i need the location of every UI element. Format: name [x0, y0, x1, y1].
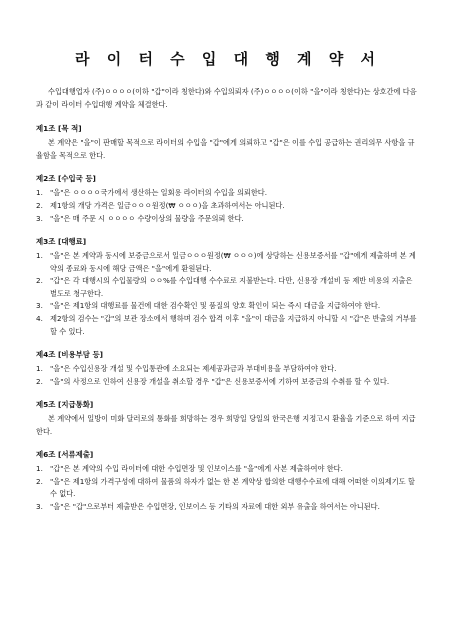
clause-number: 1.	[36, 363, 43, 373]
clause-item	[36, 275, 420, 300]
clause-item	[36, 187, 420, 200]
clause-number: 4.	[36, 313, 43, 323]
clause-list	[36, 363, 420, 388]
clause-list	[36, 463, 420, 513]
clause-text: "을"은 수입신용장 개설 및 수입통관에 소요되는 제세공과금과 부대비용을 부담하여야 한다.	[50, 363, 337, 373]
clause-number: 1.	[36, 250, 43, 260]
article-heading: 제2조 [수입국 등]	[36, 174, 96, 184]
clause-list	[36, 187, 420, 225]
clause-number: 2.	[36, 200, 43, 210]
clause-text: "갑"은 각 대행시의 수입물량의 ㅇㅇ%를 수입대행 수수료로 지불받는다. 다만, 신용장 개설비 등 제반 비용의 지출은 별도로 청구한다.	[50, 276, 413, 298]
clause-number: 2.	[36, 276, 43, 286]
clause-text: "을"의 사정으로 인하여 신용장 개설을 취소할 경우 "갑"은 신용보증서에 기하여 보증금의 수취를 할 수 있다.	[50, 376, 390, 386]
article-body: 본 계약은 "을"이 판매할 목적으로 라이터의 수입을 "갑"에게 의뢰하고 "갑"은 이를 수입 공급하는 권리의무 사항을 규율함을 목적으로 한다.	[36, 138, 415, 160]
article-4	[36, 349, 420, 388]
clause-number: 2.	[36, 476, 43, 486]
article-body: 본 계약에서 일방이 미화 달러로의 통화를 희망하는 경우 희망일 당일의 한국은행 지정고시 환율을 기준으로 하여 지급한다.	[36, 413, 416, 436]
article-2	[36, 173, 420, 225]
clause-number: 3.	[36, 501, 43, 511]
clause-item	[36, 363, 420, 376]
clause-text: "을"은 제1항의 가격구성에 대하여 물품의 하자가 없는 한 본 계약상 합의한 대행수수료에 대해 어떠한 이의제기도 할 수 없다.	[50, 476, 415, 499]
clause-item	[36, 300, 420, 313]
document-title: 라 이 터 수 입 대 행 계 약 서	[75, 50, 381, 68]
clause-number: 1.	[36, 464, 43, 473]
clause-number: 3.	[36, 301, 43, 311]
clause-number: 1.	[36, 188, 43, 198]
clause-text: "을"은 제1항의 대행료를 물건에 대한 검수확인 및 품질의 양호 확인이 되는 즉시 대금을 지급하여야 한다.	[50, 301, 381, 311]
clause-text: "을"은 본 계약과 동시에 보증금으로서 일금ㅇㅇㅇ원정(₩ ㅇㅇㅇ)에 상당하는 신용보증서를 "갑"에게 제출하며 본 계약의 종료와 동시에 해당 금액은 "을"에게 환원된다.	[50, 250, 416, 273]
article-5	[36, 399, 420, 438]
clause-number: 3.	[36, 213, 43, 223]
article-heading: 제3조 [대행료]	[36, 237, 87, 247]
intro-paragraph: 수입대행업자 (주)ㅇㅇㅇㅇ(이하 "갑"이라 칭한다)와 수입의뢰자 (주)ㅇㅇㅇㅇ(이하 "을"이라 칭한다)는 상호간에 다음과 같이 라이터 수입대행 계약을 체결한다.	[36, 87, 417, 109]
clause-item	[36, 213, 420, 226]
clause-text: "갑"은 본 계약의 수입 라이터에 대한 수입면장 및 인보이스를 "을"에게 사본 제출하여야 한다.	[50, 464, 343, 473]
clause-item	[36, 250, 420, 275]
article-heading: 제5조 [지급통화]	[36, 400, 94, 410]
clause-item	[36, 376, 420, 389]
clause-text: "을"은 매 주문 시 ㅇㅇㅇㅇ 수량이상의 물량을 주문의뢰 한다.	[50, 213, 244, 223]
clause-item	[36, 501, 420, 514]
article-3	[36, 236, 420, 338]
clause-text: 제2항의 검수는 "갑"의 보관 장소에서 행하며 검수 합격 이후 "을"이 대금을 지급하지 아니할 시 "갑"은 반출의 거부를 할 수 있다.	[50, 313, 417, 336]
clause-item	[36, 313, 420, 338]
article-1	[36, 123, 420, 162]
clause-number: 2.	[36, 376, 43, 386]
clause-text: "을"은 "갑"으로부터 제출받은 수입면장, 인보이스 등 기타의 자료에 대한 외부 유출을 하여서는 아니된다.	[50, 501, 380, 511]
article-heading: 제6조 [서류제출]	[36, 450, 94, 460]
clause-text: "을"은 ㅇㅇㅇㅇ국가에서 생산하는 일회용 라이터의 수입을 의뢰한다.	[50, 188, 268, 198]
clause-item	[36, 200, 420, 213]
article-6	[36, 449, 420, 513]
article-heading: 제1조 [목 적]	[36, 124, 82, 134]
clause-item	[36, 476, 420, 501]
clause-item	[36, 463, 420, 476]
clause-text: 제1항의 개당 가격은 일금ㅇㅇㅇ원정(₩ ㅇㅇㅇ)을 초과하여서는 아니된다.	[50, 200, 285, 210]
clause-list	[36, 250, 420, 338]
article-heading: 제4조 [비용부담 등]	[36, 350, 104, 360]
